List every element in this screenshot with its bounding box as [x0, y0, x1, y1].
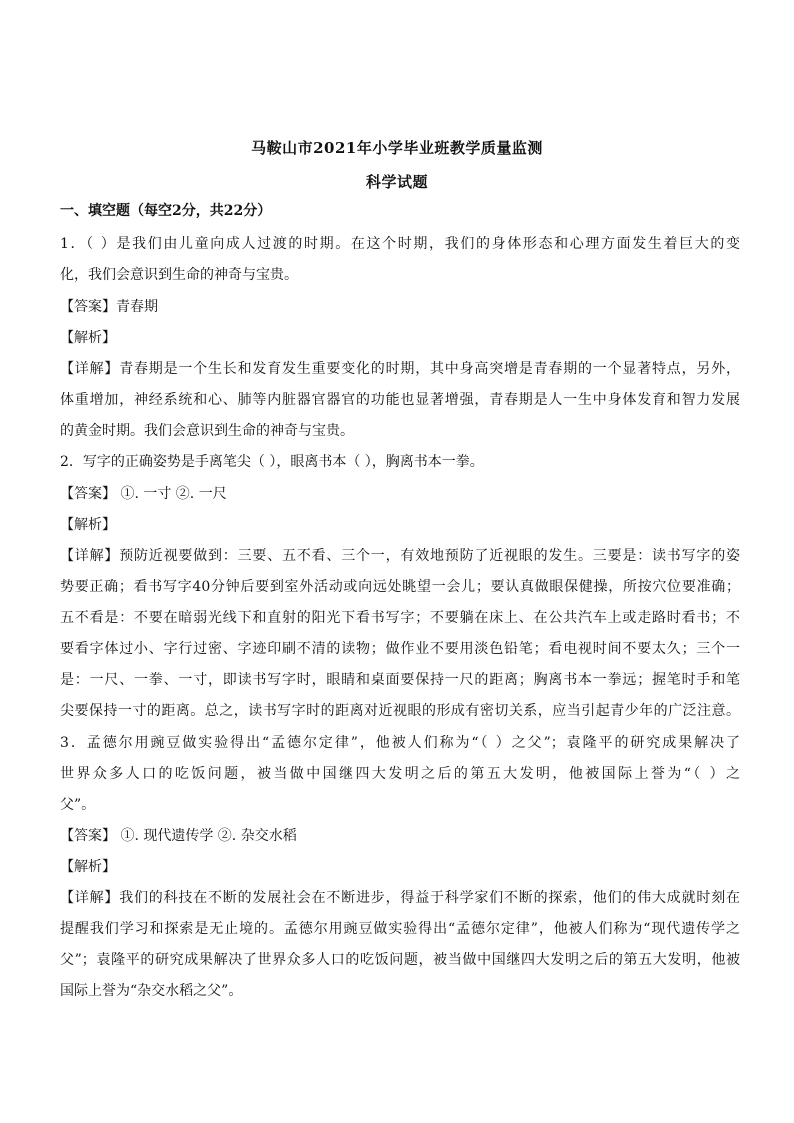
question-2-detail-1: 【详解】预防近视要做到：三要、五不看、三个一，有效地预防了近视眼的发生。三要是：读书写字的姿 [60, 548, 740, 564]
question-1-detail-1: 【详解】青春期是一个生长和发育发生重要变化的时期，其中身高突增是青春期的一个显著特点，另外， [60, 361, 740, 377]
question-3-line-3: 父”。 [60, 797, 96, 813]
question-1-answer: 【答案】青春期 [60, 299, 158, 315]
question-3-line-1: 3．孟德尔用豌豆做实验得出“孟德尔定律”，他被人们称为“（ ）之父”；袁隆平的研究成果解决了 [60, 735, 740, 751]
question-3-detail-2: 提醒我们学习和探索是无止境的。孟德尔用豌豆做实验得出“孟德尔定律”，他被人们称为“现代遗传学之 [60, 921, 740, 937]
question-1-detail-2: 体重增加，神经系统和心、肺等内脏器官器官的功能也显著增强，青春期是人一生中身体发育和智力发展 [60, 392, 740, 408]
question-1-line-2: 化，我们会意识到生命的神奇与宝贵。 [60, 267, 298, 283]
question-2-detail-5: 是：一尺、一拳、一寸，即读书写字时，眼睛和桌面要保持一尺的距离；胸离书本一拳远；握笔时手和笔 [60, 672, 740, 688]
question-1-line-1: 1．（ ）是我们由儿童向成人过渡的时期。在这个时期，我们的身体形态和心理方面发生着巨大的变 [60, 236, 740, 252]
question-3-detail-1: 【详解】我们的科技在不断的发展社会在不断进步，得益于科学家们不断的探索，他们的伟大成就时刻在 [60, 890, 740, 906]
document-title: 马鞍山市2021年小学毕业班教学质量监测 [251, 139, 543, 157]
question-2-line-1: 2．写字的正确姿势是手离笔尖（ ），眼离书本（ ），胸离书本一拳。 [60, 454, 484, 470]
question-2-detail-6: 尖要保持一寸的距离。总之，读书写字时的距离对近视眼的形成有密切关系，应当引起青少年的广泛注意。 [60, 703, 740, 719]
document-subtitle: 科学试题 [365, 173, 428, 191]
question-3-analysis-label: 【解析】 [60, 859, 116, 875]
question-2-detail-4: 要看字体过小、字行过密、字迹印刷不清的读物；做作业不要用淡色铅笔；看电视时间不要太久；三个一 [60, 641, 740, 657]
section-heading: 一、填空题（每空2分，共22分） [60, 203, 272, 219]
question-3-detail-4: 国际上誉为“杂交水稻之父”。 [60, 983, 243, 999]
question-2-analysis-label: 【解析】 [60, 517, 116, 533]
question-2-answer: 【答案】 ①. 一寸 ②. 一尺 [60, 486, 227, 502]
question-3-detail-3: 父”；袁隆平的研究成果解决了世界众多人口的吃饭问题，被当做中国继四大发明之后的第五大发明，他被 [60, 952, 740, 968]
question-2-detail-3: 五不看是：不要在暗弱光线下和直射的阳光下看书写字；不要躺在床上、在公共汽车上或走路时看书；不 [60, 610, 740, 626]
question-3-answer: 【答案】 ①. 现代遗传学 ②. 杂交水稻 [60, 828, 297, 844]
question-2-detail-2: 势要正确；看书写字40分钟后要到室外活动或向远处眺望一会儿；要认真做眼保健操，所按穴位要准确； [60, 579, 740, 595]
question-3-line-2: 世界众多人口的吃饭问题，被当做中国继四大发明之后的第五大发明，他被国际上誉为“（ ）之 [60, 766, 740, 782]
question-1-analysis-label: 【解析】 [60, 330, 116, 346]
question-1-detail-3: 的黄金时期。我们会意识到生命的神奇与宝贵。 [60, 423, 354, 439]
